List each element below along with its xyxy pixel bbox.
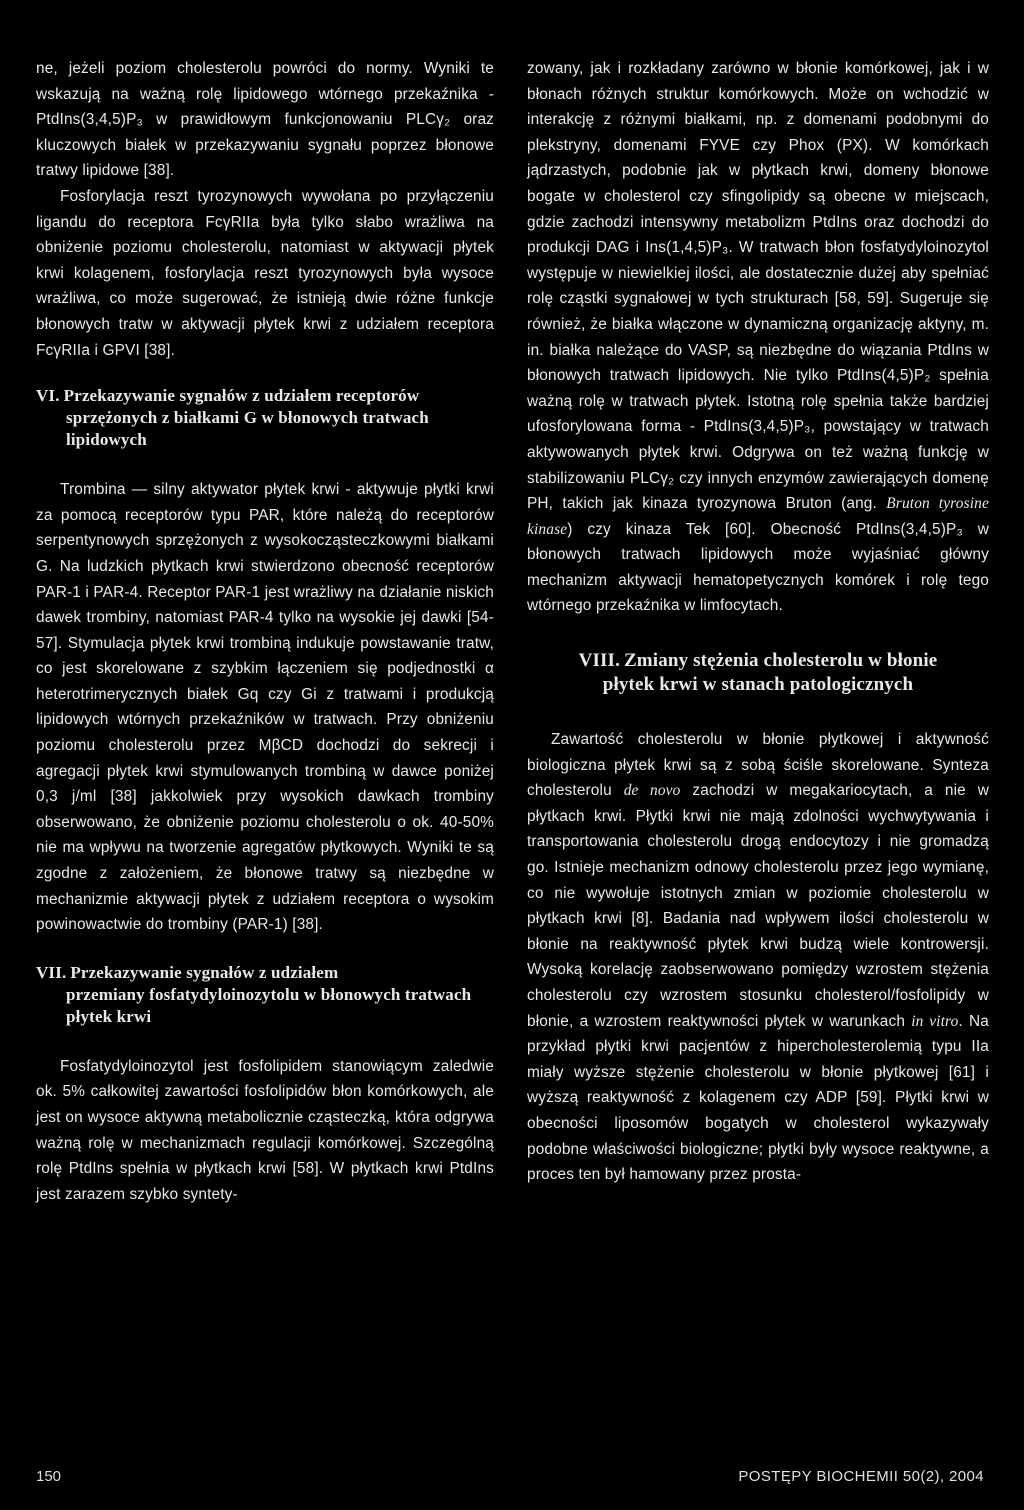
section-number: VII. [36,962,67,982]
text-run: ) czy kinaza Tek [60]. Obecność PtdIns(3,4,5)P₃ w błonowych tratwach lipidowych może wyjaśniać główny mechanizm aktywacji hematopetycznych komórek i rolę tego wtórnego przekaźnika w limfocytach. [527,520,989,615]
section-title-continuation: przemiany fosfatydyloinozytolu w błonowych tratwach płytek krwi [66,984,472,1026]
paragraph: Fosforylacja reszt tyrozynowych wywołana po przyłączeniu ligandu do receptora FcγRIIa była tylko słabo wrażliwa na obniżenie poziomu cholesterolu, natomiast w aktywacji płytek krwi kolagenem, fosforylacja reszt tyrozynowych była wysoce wrażliwa, co może sugerować, że istnieją dwie różne funkcje błonowych tratw w aktywacji płytek krwi z udziałem receptora FcγRIIa i GPVI [38]. [36,187,494,359]
section-title-line: płytek krwi w stanach patologicznych [602,674,914,696]
journal-footer: POSTĘPY BIOCHEMII 50(2), 2004 [738,1468,984,1485]
right-column [527,56,989,1188]
section-title-line: Przekazywanie sygnałów z udziałem receptorów [63,386,420,406]
paragraph: Trombina — silny aktywator płytek krwi - aktywuje płytki krwi za pomocą receptorów typu PAR, które należą do receptorów serpentynowych sprzężonych z wysokocząsteczkowymi białkami G. Na ludzkich płytkach krwi stwierdzono obecność receptorów PAR-1 i PAR-4. Receptor PAR-1 jest wrażliwy na działanie niskich dawek trombiny, natomiast PAR-4 tylko na wysokie jej dawki [54-57]. Stymulacja płytek krwi trombiną indukuje powstawanie tratw, co jest skorelowane z szybkim łączeniem się podjednostki α heterotrimerycznych białek Gq czy Gi z tratwami i produkcją lipidowych wtórnych przekaźników w tratwach. Przy obniżeniu poziomu cholesterolu przez MβCD dochodzi do sekrecji i agregacji płytek krwi stymulowanych trombiną w dawce poniżej 0,3 j/ml [38] jakkolwiek przy wysokich dawkach trombiny obserwowano, że obniżenie poziomu cholesterolu o ok. 40-50% nie ma wpływu na tworzenie agregatów płytkowych. Wyniki te są zgodne z założeniem, że błonowe tratwy są niezbędne w mechanizmie aktywacji płytek z udziałem receptora o wysokim powinowactwie do trombiny (PAR-1) [38]. [36,481,494,934]
section-title-continuation: sprzężonych z białkami G w błonowych tratwach lipidowych [66,408,429,450]
text-run: Zawartość cholesterolu w błonie płytkowej i aktywność biologiczna płytek krwi są z sobą ściśle skorelowane. Synteza cholesterolu [527,731,989,800]
section-heading-viii [527,649,989,697]
italic-term: de novo [623,782,681,800]
section-number: VI. [36,386,60,406]
paragraph [527,56,989,619]
section-title-line: Zmiany stężenia cholesterolu w błonie [623,650,938,672]
paragraph: ne, jeżeli poziom cholesterolu powróci do normy. Wyniki te wskazują na ważną rolę lipidowego wtórnego przekaźnika - PtdIns(3,4,5)P₃ w prawidłowym funkcjonowaniu PLCγ₂ oraz kluczowych białek w przekazywaniu sygnału poprzez błonowe tratwy lipidowe [38]. [36,60,494,180]
text-run: zachodzi w megakariocytach, a nie w płytkach krwi. Płytki krwi nie mają zdolności wychwytywania i transportowania cholesterolu drogą endocytozy i nie gromadzą go. Istnieje mechanizm odnowy cholesterolu przez jego wymianę, co nie wywołuje istotnych zmian w poziomie cholesterolu w płytkach krwi [8]. Badania nad wpływem ilości cholesterolu w błonie na reaktywność płytek krwi budzą wiele kontrowersji. Wysoką korelację zaobserwowano pomiędzy wzrostem stężenia cholesterolu czy wzrostem stosunku cholesterol/fosfolipidy w błonie, a wzrostem reaktywności płytek w warunkach [527,782,990,1030]
section-heading-vi [36,385,494,451]
italic-term: Bruton tyrosine kinase [527,495,989,538]
paragraph: Fosfatydyloinozytol jest fosfolipidem stanowiącym zaledwie ok. 5% całkowitej zawartości fosfolipidów błon komórkowych, ale jest on wysoce aktywną metabolicznie cząsteczką, która odgrywa ważną rolę w mechanizmach regulacji komórkowej. Szczególną rolę PtdIns spełnia w płytkach krwi [58]. W płytkach krwi PtdIns jest zarazem szybko syntety- [36,1057,494,1203]
section-number: VIII. [578,650,620,672]
page-number: 150 [36,1468,62,1485]
left-column [36,56,494,1207]
paragraph [527,727,989,1188]
section-title-line: Przekazywanie sygnałów z udziałem [70,962,339,982]
italic-term: in vitro [911,1012,959,1030]
text-run: . Na przykład płytki krwi pacjentów z hipercholesterolemią typu IIa miały wyższe stężenie cholesterolu w błonie płytkowej [61] i wyższą reaktywność z kolagenem czy ADP [59]. Płytki krwi w obecności liposomów bogatych w cholesterol wykazywały podobne właściwości biologiczne; płytki były wysoce reaktywne, a proces ten był hamowany przez prosta- [527,1012,989,1184]
section-heading-vii [36,962,494,1028]
text-run: zowany, jak i rozkładany zarówno w błonie komórkowej, jak i w błonach różnych struktur komórkowych. Może on wchodzić w interakcję z różnymi białkami, np. z domenami podobnymi do plekstryny, domenami FYVE czy Phox (PX). W komórkach jądrzastych, podobnie jak w płytkach krwi, domeny błonowe bogate w cholesterol czy sfingolipidy są obecne w miejscach, gdzie zachodzi intensywny metabolizm PtdIns oraz dochodzi do produkcji DAG i Ins(1,4,5)P₃. W tratwach błon fosfatydyloinozytol występuje w niewielkiej ilości, ale dostatecznie dużej aby spełniać rolę cząstki sygnałowej w tych strukturach [58, 59]. Sugeruje się również, że białka włączone w dynamiczną organizację aktyny, m. in. białka należące do VASP, są niezbędne do wiązania PtdIns w błonowych tratwach lipidowych. Nie tylko PtdIns(4,5)P₂ spełnia ważną rolę w tratwach płytek. Istotną rolę spełnia także bardziej ufosforylowana forma - PtdIns(3,4,5)P₃, powstający w tratwach aktywowanych płytek krwi. Odgrywa on też ważną funkcję w stabilizowaniu PLCγ₂ czy innych enzymów zawierających domenę PH, takich jak kinaza tyrozynowa Bruton (ang. [527,60,989,513]
